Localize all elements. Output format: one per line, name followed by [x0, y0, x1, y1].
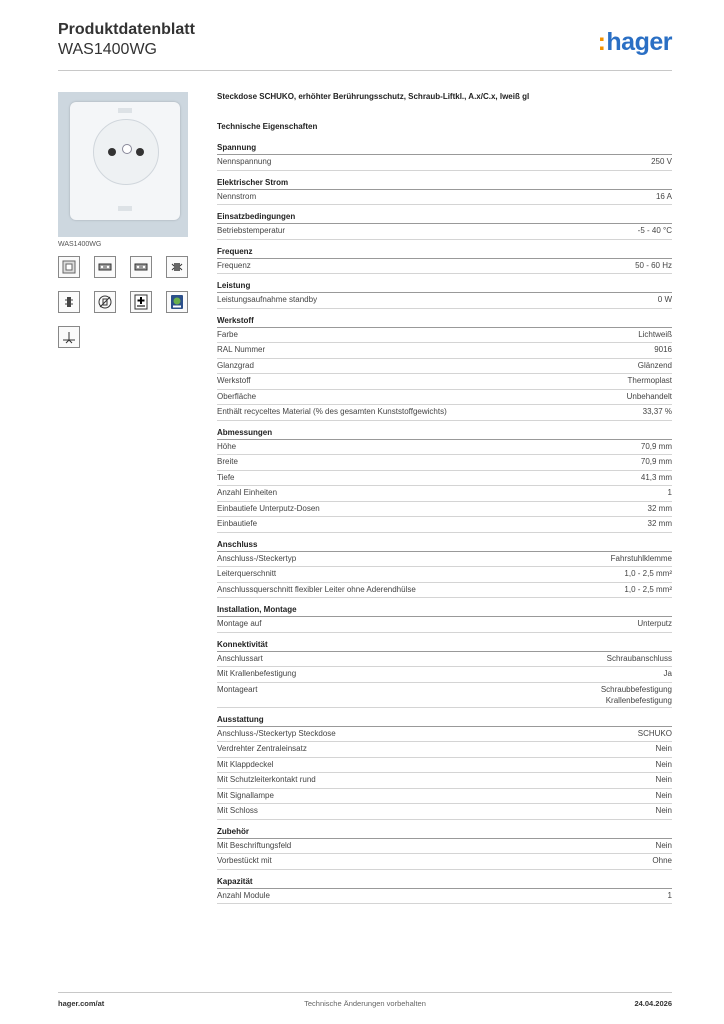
page-title: Produktdatenblatt [58, 21, 195, 38]
spec-section [217, 876, 672, 905]
section-title: Ausstattung [217, 714, 672, 727]
spec-value-line: -5 - 40 °C [637, 226, 672, 235]
spec-label: Nennstrom [217, 191, 257, 201]
spec-label: Mit Beschriftungsfeld [217, 840, 292, 850]
spec-row [217, 374, 672, 390]
no-tool-icon [94, 291, 116, 313]
spec-label: Frequenz [217, 260, 251, 270]
spec-value [641, 455, 672, 470]
spec-value [607, 652, 672, 667]
spec-row [217, 359, 672, 375]
spec-value-line: 41,3 mm [640, 472, 672, 482]
clip-icon [58, 291, 80, 313]
spec-label: Farbe [217, 329, 238, 339]
spec-section [217, 142, 672, 171]
spec-value-line: 33,37 % [642, 407, 672, 416]
spec-value-line: Nein [655, 775, 672, 784]
spec-value-line: 9016 [654, 345, 672, 354]
spec-value-line: Glänzend [637, 360, 672, 370]
spec-value-line: 32 mm [647, 503, 672, 513]
section-title: Elektrischer Strom [217, 177, 672, 190]
spec-row [217, 652, 672, 668]
ground-clip-top [118, 108, 132, 113]
spec-value [635, 259, 672, 274]
spec-row [217, 727, 672, 743]
spec-value-line: Fahrstuhlklemme [610, 553, 672, 563]
socket-insert [93, 119, 159, 185]
spec-value-line: SCHUKO [637, 728, 672, 738]
spec-row [217, 552, 672, 568]
spec-label: Anzahl Einheiten [217, 488, 278, 497]
spec-value-line: 32 mm [647, 519, 672, 528]
spec-row [217, 683, 672, 708]
spec-label: Mit Klappdeckel [217, 759, 274, 769]
spec-value [656, 758, 672, 773]
spec-section [217, 826, 672, 870]
section-title: Einsatzbedingungen [217, 211, 672, 224]
spec-value-line: 70,9 mm [640, 457, 672, 466]
spec-section [217, 639, 672, 708]
spec-section [217, 315, 672, 421]
spec-value [668, 889, 672, 904]
spec-value [656, 190, 672, 205]
spec-value-line: 16 A [655, 191, 672, 201]
spec-row [217, 224, 672, 240]
socket-hole-left [108, 148, 116, 156]
page-footer [58, 992, 672, 1009]
section-title: Werkstoff [217, 315, 672, 328]
spec-label: Anschlussquerschnitt flexibler Leiter ohne Aderendhülse [217, 584, 416, 594]
product-code: WAS1400WG [58, 41, 157, 58]
spec-value-line: 250 V [651, 157, 672, 166]
spec-row [217, 789, 672, 805]
spec-row [217, 405, 672, 421]
spec-row [217, 517, 672, 533]
spec-value-line: 1,0 - 2,5 mm² [624, 584, 672, 594]
spec-value-line: Ja [663, 669, 672, 678]
connector-icon [94, 256, 116, 278]
spec-label: Montageart [217, 684, 258, 694]
connector-icon-2 [130, 256, 152, 278]
spec-value-line: Nein [655, 744, 672, 753]
left-column [58, 92, 188, 348]
spec-label: Glanzgrad [217, 360, 254, 370]
spec-row [217, 486, 672, 502]
spec-value-line: Unbehandelt [626, 391, 672, 401]
spec-label: Verdrehter Zentraleinsatz [217, 744, 307, 753]
spec-value [627, 390, 672, 405]
spec-value-line: Nein [655, 806, 672, 815]
claw-icon [166, 256, 188, 278]
spec-value-line: 1 [667, 890, 672, 900]
section-title: Anschluss [217, 539, 672, 552]
spec-row [217, 617, 672, 633]
section-title: Frequenz [217, 246, 672, 259]
spec-row [217, 328, 672, 344]
spec-label: Anzahl Module [217, 890, 270, 900]
ground-clip-bottom [118, 206, 132, 211]
plate-icon [58, 256, 80, 278]
spec-value-line: Schraubbefestigung [600, 684, 672, 694]
spec-section [217, 427, 672, 533]
product-image [58, 92, 188, 237]
spec-value-line: Schraubanschluss [606, 653, 672, 663]
section-title: Spannung [217, 142, 672, 155]
spec-value-line: Unterputz [637, 619, 672, 628]
image-caption: WAS1400WG [58, 241, 102, 248]
spec-sections [217, 142, 672, 904]
spec-value [638, 359, 672, 374]
hager-logo[interactable] [598, 28, 672, 57]
spec-row [217, 390, 672, 406]
spec-label: Mit Krallenbefestigung [217, 669, 297, 678]
spec-label: Mit Schutzleiterkontakt rund [217, 775, 316, 784]
technical-heading: Technische Eigenschaften [217, 122, 318, 131]
socket-plate [70, 102, 180, 220]
page-header [58, 20, 672, 71]
spec-value-line: Nein [655, 840, 672, 850]
spec-section [217, 246, 672, 275]
logo-text: hager [606, 28, 672, 56]
spec-value-line: Krallenbefestigung [605, 695, 672, 705]
spec-row [217, 567, 672, 583]
spec-section [217, 177, 672, 206]
spec-label: Anschluss-/Steckertyp Steckdose [217, 728, 336, 738]
section-title: Konnektivität [217, 639, 672, 652]
center-screw [122, 144, 132, 154]
spec-section [217, 714, 672, 820]
spec-label: Vorbestückt mit [217, 856, 272, 865]
spec-value [656, 789, 672, 804]
spec-label: Nennspannung [217, 157, 272, 166]
spec-label: Anschlussart [217, 653, 263, 663]
spec-label: Breite [217, 457, 238, 466]
spec-label: Oberfläche [217, 391, 257, 401]
spec-label: Mit Schloss [217, 806, 258, 815]
spec-label: Einbautiefe Unterputz-Dosen [217, 503, 320, 513]
spec-row [217, 758, 672, 774]
socket-hole-right [136, 148, 144, 156]
spec-row [217, 583, 672, 599]
spec-row [217, 259, 672, 275]
spec-value-line: 0 W [657, 295, 672, 304]
spec-value-line: Lichtweiß [638, 329, 672, 339]
spec-value [611, 552, 672, 567]
spec-column [217, 92, 672, 904]
spec-value [668, 486, 672, 501]
spec-label: Höhe [217, 441, 237, 451]
logo-colon: : [597, 28, 606, 56]
feature-icon-grid [58, 256, 188, 313]
spec-value [643, 405, 672, 420]
spec-value [624, 567, 672, 582]
spec-row [217, 343, 672, 359]
spec-label: Tiefe [217, 472, 235, 482]
spec-value [652, 854, 672, 869]
section-title: Zubehör [217, 826, 672, 839]
spec-label: Einbautiefe [217, 519, 258, 528]
spec-value [638, 224, 672, 239]
spec-section [217, 280, 672, 309]
spec-value-line: 1,0 - 2,5 mm² [624, 569, 672, 578]
spec-value [656, 804, 672, 819]
section-title: Kapazität [217, 876, 672, 889]
spec-row [217, 190, 672, 206]
spec-value [641, 471, 672, 486]
spec-label: Enthält recyceltes Material (% des gesamten Kunststoffgewichts) [217, 407, 447, 416]
spec-value [624, 583, 672, 598]
spec-row [217, 854, 672, 870]
spec-row [217, 502, 672, 518]
spec-value [664, 667, 672, 682]
spec-value [656, 742, 672, 757]
branch-icon [58, 326, 80, 348]
spec-value [641, 440, 672, 455]
spec-label: Betriebstemperatur [217, 226, 286, 235]
spec-value-line: 70,9 mm [640, 441, 672, 451]
spec-value [648, 517, 672, 532]
product-description: Steckdose SCHUKO, erhöhter Berührungsschutz, Schraub-Liftkl., A.x/C.x, lweiß gl [217, 92, 530, 101]
spec-row [217, 471, 672, 487]
spec-label: RAL Nummer [217, 345, 266, 354]
spec-value-line: Ohne [652, 856, 672, 865]
spec-label: Montage auf [217, 619, 262, 628]
spec-value [656, 839, 672, 854]
footer-website-link[interactable]: hager.com/at [58, 999, 105, 1008]
spec-label: Leiterquerschnitt [217, 569, 277, 578]
spec-value [638, 328, 672, 343]
spec-value-line: Thermoplast [627, 376, 672, 385]
spec-value-line: Nein [655, 759, 672, 769]
plus-ground-icon [130, 291, 152, 313]
spec-value [648, 502, 672, 517]
spec-value [654, 343, 672, 358]
spec-row [217, 889, 672, 905]
section-title: Leistung [217, 280, 672, 293]
spec-label: Mit Signallampe [217, 790, 274, 800]
section-title: Abmessungen [217, 427, 672, 440]
spec-value [637, 617, 672, 632]
spec-value-line: Nein [655, 790, 672, 800]
spec-row [217, 440, 672, 456]
spec-section [217, 211, 672, 240]
spec-value [638, 727, 672, 742]
spec-row [217, 773, 672, 789]
footer-disclaimer: Technische Änderungen vorbehalten [304, 999, 426, 1008]
spec-label: Leistungsaufnahme standby [217, 295, 318, 304]
spec-row [217, 839, 672, 855]
spec-label: Anschluss-/Steckertyp [217, 553, 297, 563]
spec-row [217, 293, 672, 309]
spec-section [217, 539, 672, 599]
spec-value-line: 50 - 60 Hz [635, 260, 672, 270]
spec-row [217, 804, 672, 820]
spec-section [217, 604, 672, 633]
spec-label: Werkstoff [217, 376, 251, 385]
eco-badge-icon [166, 291, 188, 313]
spec-value [628, 374, 672, 389]
spec-value [601, 684, 672, 706]
spec-row [217, 742, 672, 758]
spec-row [217, 667, 672, 683]
spec-row [217, 155, 672, 171]
spec-value-line: 1 [667, 488, 672, 497]
footer-date: 24.04.2026 [634, 999, 672, 1008]
spec-value [658, 293, 672, 308]
spec-value [656, 773, 672, 788]
spec-row [217, 455, 672, 471]
spec-value [651, 155, 672, 170]
section-title: Installation, Montage [217, 604, 672, 617]
